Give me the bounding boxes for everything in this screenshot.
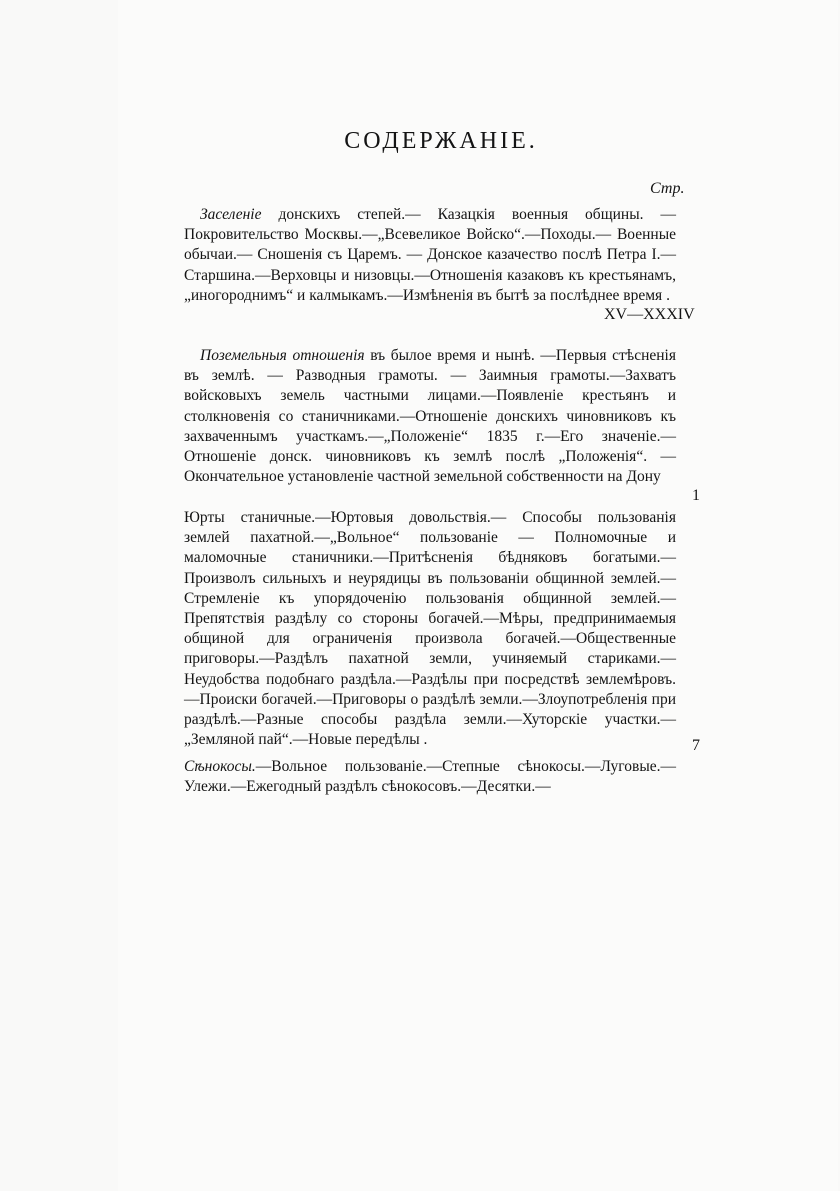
toc-entry-text: —Вольное пользованіе.—Степные сѣнокосы.—Луговые.— Улежи.—Ежегодный раздѣлъ сѣнокосовъ.—Десятки.—	[184, 758, 676, 796]
toc-entry-settlement	[184, 205, 676, 306]
toc-entry-hayfields	[184, 757, 676, 797]
page-title: СОДЕРЖАНІЕ.	[344, 128, 538, 154]
toc-entry-text: въ былое время и нынѣ. —Первыя стѣсненія въ землѣ. — Разводныя грамоты. — Заимныя грамоты.—Захватъ войсковыхъ земель частными лицами.—Появленіе крестьянъ и столкновенія со станичниками.—Отношеніе донскихъ чиновниковъ къ захваченнымъ участкамъ.—„Положеніе“ 1835 г.—Его значеніе.—Отношеніе донск. чиновниковъ къ землѣ послѣ „Положенія“. — Окончательное установленіе частной земельной собственности на Дону	[184, 347, 676, 486]
toc-page-number: 7	[692, 737, 700, 754]
toc-entry-stanitsa-yurts	[184, 508, 676, 750]
toc-entry-lead: Сѣнокосы.	[184, 758, 256, 775]
toc-entry-land-relations	[184, 346, 676, 487]
toc-entry-lead: Поземельныя отношенія	[200, 347, 365, 364]
toc-entry-lead: Заселеніе	[200, 206, 262, 223]
toc-entry-text: донскихъ степей.— Казацкія военныя общины. — Покровительство Москвы.—„Всевеликое Войско“.—Походы.— Военные обычаи.— Сношенія съ Царемъ. — Донское казачество послѣ Петра I.—Старшина.—Верховцы и низовцы.—Отношенія казаковъ къ крестьянамъ, „иногороднимъ“ и калмыкамъ.—Измѣненія въ бытѣ за послѣднее время .	[184, 206, 676, 304]
page-column-header: Стр.	[650, 180, 685, 197]
toc-entry-text: Юрты станичные.—Юртовыя довольствія.— Способы пользованія землей пахатной.—„Вольное“ пользованіе — Полномочные и маломочные станичники.—Притѣсненія бѣдняковъ богатыми.—Произволъ сильныхъ и неурядицы въ пользованіи общинной землей.—Стремленіе къ упорядоченію пользованія общинной землей.—Препятствія раздѣлу со стороны богачей.—Мѣры, предпринимаемыя общиной для ограниченія произвола богачей.—Общественные приговоры.—Раздѣлъ пахатной земли, учиняемый стариками.—Неудобства подобнаго раздѣла.—Раздѣлы при посредствѣ землемѣровъ.—Происки богачей.—Приговоры о раздѣлѣ земли.—Злоупотребленія при раздѣлѣ.—Разные способы раздѣла земли.—Хуторскіе участки.—„Земляной пай“.—Новые передѣлы .	[184, 509, 676, 749]
toc-page-number: XV—XXXIV	[604, 306, 695, 323]
toc-page-number: 1	[692, 487, 700, 504]
